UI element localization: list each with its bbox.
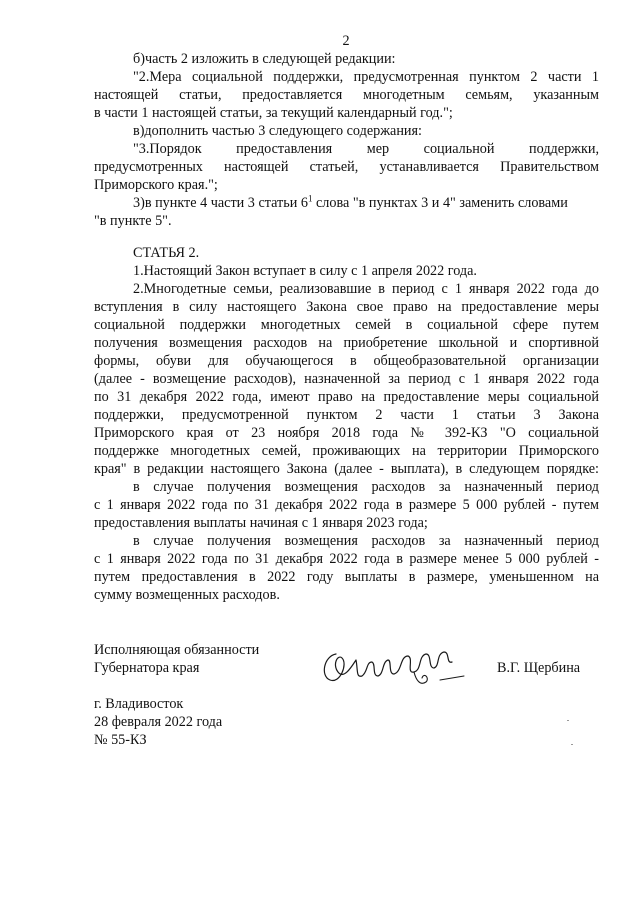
amendment-b-quote-line: в части 1 настоящей статьи, за текущий календарный год.";	[94, 105, 453, 121]
amendment-b-quote-line: настоящей статьи, предоставляется многодетным семьям, указанным	[94, 87, 599, 103]
article-2-paragraph-2-line: поддержке многодетных семей, проживающих на территории Приморского	[94, 443, 599, 459]
article-2-case-1-line: с 1 января 2022 года по 31 декабря 2022 года в размере 5 000 рублей - путем	[94, 497, 599, 513]
article-2-case-2-line: путем предоставления в 2022 году выплаты в размере, уменьшенном на	[94, 569, 599, 585]
article-2-paragraph-1: 1.Настоящий Закон вступает в силу с 1 апреля 2022 года.	[133, 263, 477, 279]
article-2-paragraph-2-line: края" в редакции настоящего Закона (далее - выплата), в следующем порядке:	[94, 461, 599, 477]
article-2-paragraph-2-line: (далее - возмещение расходов), назначенной за период с 1 января 2022 года	[94, 371, 599, 387]
signer-name: В.Г. Щербина	[497, 660, 581, 676]
footer-city: г. Владивосток	[94, 696, 184, 712]
amendment-item3-line: "в пункте 5".	[94, 213, 172, 229]
article-2-paragraph-2-line: получения возмещения расходов на приобретение школьной и спортивной	[94, 335, 599, 351]
article-2-case-2-line: в случае получения возмещения расходов за назначенный период	[133, 533, 599, 549]
article-2-case-1-line: предоставления выплаты начиная с 1 января 2023 года;	[94, 515, 428, 531]
article-2-paragraph-2-line: формы, обуви для обучающегося в общеобразовательной организации	[94, 353, 599, 369]
article-2-case-2-line: с 1 января 2022 года по 31 декабря 2022 года в размере менее 5 000 рублей -	[94, 551, 599, 567]
amendment-b-intro: б)часть 2 изложить в следующей редакции:	[133, 51, 396, 67]
handwritten-signature	[318, 642, 478, 692]
article-2-heading: СТАТЬЯ 2.	[133, 245, 200, 261]
amendment-item3-line	[133, 195, 568, 211]
footer-date: 28 февраля 2022 года	[94, 714, 223, 730]
article-superscript: 1	[307, 193, 313, 204]
scan-speck	[571, 744, 573, 745]
footer-law-number: № 55-КЗ	[94, 732, 147, 748]
article-2-paragraph-2-line: социальной поддержки многодетных семей в социальной сфере путем	[94, 317, 599, 333]
article-2-paragraph-2-line: вступления в силу настоящего Закона свое право на предоставление меры	[94, 299, 599, 315]
scan-speck	[567, 720, 569, 721]
amendment-item3-text: слова "в пунктах 3 и 4" заменить словами	[312, 195, 568, 211]
page-number: 2	[342, 33, 350, 49]
article-2-paragraph-2-line: Приморского края от 23 ноября 2018 года № 392-КЗ "О социальной	[94, 425, 599, 441]
article-2-case-2-line: сумму возмещенных расходов.	[94, 587, 280, 603]
article-2-paragraph-2-line: поддержки, предусмотренной пунктом 2 части 1 статьи 3 Закона	[94, 407, 599, 423]
signer-position-line: Губернатора края	[94, 660, 200, 676]
amendment-v-quote-line: "3.Порядок предоставления мер социальной поддержки,	[133, 141, 599, 157]
article-2-case-1-line: в случае получения возмещения расходов за назначенный период	[133, 479, 599, 495]
article-2-paragraph-2-line: по 31 декабря 2022 года, имеют право на предоставление меры социальной	[94, 389, 599, 405]
amendment-item3-text: 3)в пункте 4 части 3 статьи 6	[133, 195, 308, 211]
signer-position-line: Исполняющая обязанности	[94, 642, 260, 658]
amendment-v-quote-line: Приморского края.";	[94, 177, 218, 193]
amendment-v-intro: в)дополнить частью 3 следующего содержания:	[133, 123, 422, 139]
article-2-paragraph-2-line: 2.Многодетные семьи, реализовавшие в период с 1 января 2022 года до	[133, 281, 599, 297]
amendment-b-quote-line: "2.Мера социальной поддержки, предусмотренная пунктом 2 части 1	[133, 69, 599, 85]
amendment-v-quote-line: предусмотренных настоящей статьей, устанавливается Правительством	[94, 159, 599, 175]
